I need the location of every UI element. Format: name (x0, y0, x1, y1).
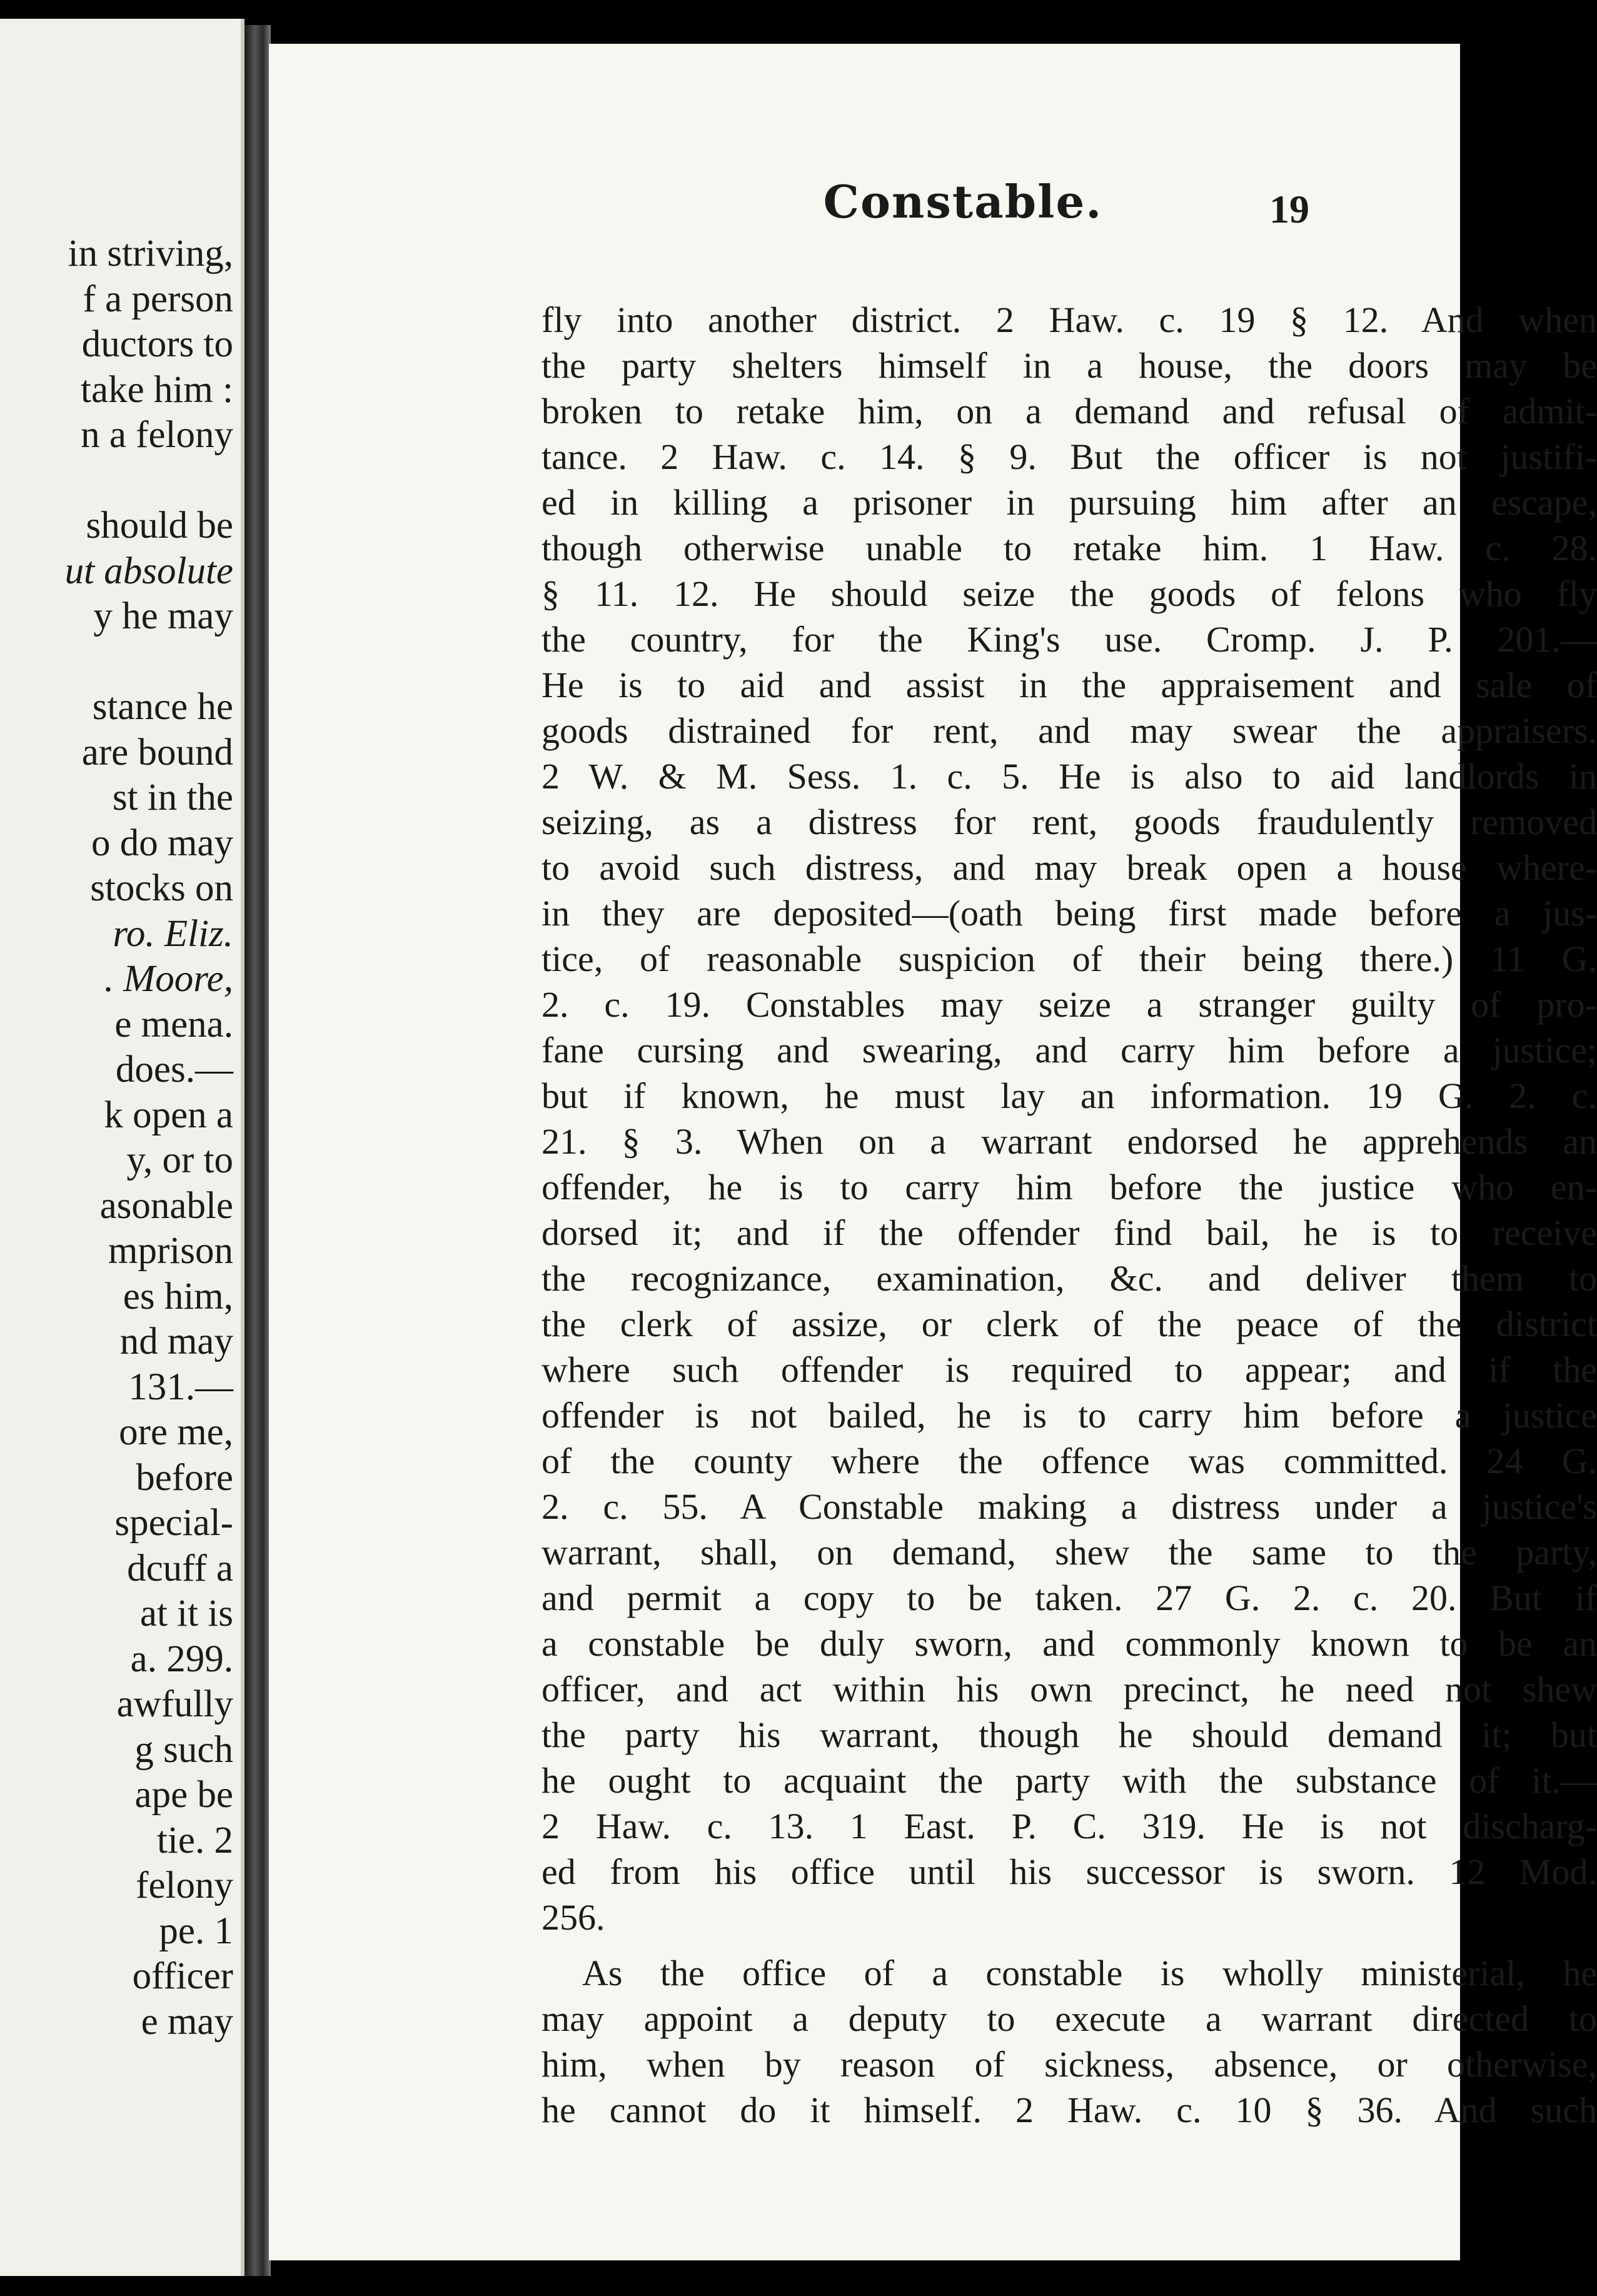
text-line: f a person (83, 278, 233, 320)
text-line: of the county where the offence was committed. 24 G. (542, 1441, 1597, 1481)
left-page-text (8, 231, 233, 2045)
text-line: the party shelters himself in a house, the doors may be (542, 345, 1597, 386)
text-line: he cannot do it himself. 2 Haw. c. 10 § 36. And such (542, 2090, 1597, 2130)
running-head: Constable. (823, 175, 1103, 228)
text-line: ed from his office until his successor is sworn. 12 Mod. (542, 1851, 1597, 1892)
text-line: in they are deposited—(oath being first made before a jus- (542, 893, 1597, 934)
text-line: take him : (81, 368, 233, 411)
text-line: seizing, as a distress for rent, goods fraudulently removed (542, 802, 1597, 842)
text-line (8, 640, 233, 685)
text-line: § 11. 12. He should seize the goods of felons who fly (542, 573, 1597, 614)
text-line: 2 Haw. c. 13. 1 East. P. C. 319. He is not discharg- (542, 1806, 1597, 1846)
text-line: him, when by reason of sickness, absence, or otherwise, (542, 2044, 1597, 2085)
left-page (0, 19, 244, 2276)
text-line: the party his warrant, though he should demand it; but (542, 1714, 1597, 1755)
text-line: o do may (91, 822, 233, 864)
text-line: broken to retake him, on a demand and refusal of admit- (542, 391, 1597, 431)
text-line: ut absolute (64, 550, 233, 592)
text-line: As the office of a constable is wholly ministerial, he (582, 1953, 1597, 1993)
text-line: at it is (139, 1593, 233, 1634)
text-line: 131.— (128, 1366, 233, 1408)
text-line: e may (141, 2000, 233, 2043)
right-page (269, 44, 1597, 2260)
text-line: y he may (93, 595, 233, 637)
text-line: awfully (116, 1683, 233, 1725)
text-line: dcuff a (127, 1547, 233, 1589)
text-line: does.— (115, 1049, 233, 1090)
text-line: stance he (92, 686, 233, 728)
paragraph-2 (542, 1950, 1597, 2133)
book-gutter (244, 25, 271, 2276)
text-line: asonable (99, 1184, 233, 1227)
paragraph-1 (542, 297, 1597, 1940)
text-line: 21. § 3. When on a warrant endorsed he apprehends an (542, 1121, 1597, 1162)
text-line: warrant, shall, on demand, shew the same to the party, (542, 1532, 1597, 1573)
text-line: fly into another district. 2 Haw. c. 19 § 12. And when (542, 300, 1597, 340)
text-line: 256. (542, 1897, 605, 1938)
text-line: e mena. (114, 1003, 233, 1045)
text-line: n a felony (81, 414, 233, 456)
text-line: st in the (112, 777, 233, 818)
text-line: may appoint a deputy to execute a warrant directed to (542, 1998, 1597, 2039)
text-line: k open a (104, 1094, 233, 1136)
text-line: dorsed it; and if the offender find bail, he is to receive (542, 1212, 1597, 1253)
body-text (542, 297, 1597, 2133)
text-line: to avoid such distress, and may break open a house where- (542, 847, 1597, 888)
text-line: and permit a copy to be taken. 27 G. 2. c. 20. But if (542, 1578, 1597, 1618)
text-line: ape be (134, 1774, 233, 1816)
text-line: stocks on (90, 867, 233, 909)
text-line: . Moore, (104, 958, 233, 1000)
text-line: ore me, (119, 1411, 233, 1453)
text-line: ductors to (81, 323, 233, 365)
text-line: before (136, 1456, 233, 1499)
text-line: felony (136, 1865, 233, 1906)
text-line: the country, for the King's use. Cromp. J. P. 201.— (542, 619, 1597, 660)
text-line: 2. c. 55. A Constable making a distress under a justice's (542, 1486, 1597, 1527)
text-line: the recognizance, examination, &c. and deliver them to (542, 1258, 1597, 1299)
text-line: in striving, (68, 233, 233, 274)
text-line: tance. 2 Haw. c. 14. § 9. But the officer is not justifi- (542, 436, 1597, 477)
text-line: fane cursing and swearing, and carry him before a justice; (542, 1030, 1597, 1070)
text-line: he ought to acquaint the party with the substance of it.— (542, 1760, 1597, 1801)
text-line: a constable be duly sworn, and commonly known to be an (542, 1623, 1597, 1664)
page-number: 19 (1269, 187, 1309, 231)
text-line: but if known, he must lay an information. 19 G. 2. c. (542, 1075, 1597, 1116)
text-line: ro. Eliz. (113, 912, 233, 955)
text-line: should be (86, 505, 233, 546)
text-line: mprison (108, 1230, 233, 1272)
text-line: special- (114, 1502, 233, 1544)
text-line: a. 299. (130, 1638, 233, 1680)
text-line: y, or to (126, 1139, 233, 1181)
text-line: es him, (123, 1275, 233, 1317)
text-line: 2. c. 19. Constables may seize a stranger guilty of pro- (542, 984, 1597, 1025)
text-line (8, 458, 233, 504)
text-line: offender, he is to carry him before the justice who en- (542, 1167, 1597, 1207)
text-line: the clerk of assize, or clerk of the peace of the district (542, 1304, 1597, 1344)
text-line: officer, and act within his own precinct, he need not shew (542, 1669, 1597, 1709)
text-line: goods distrained for rent, and may swear the appraisers. (542, 710, 1597, 751)
text-line: officer (132, 1955, 233, 1997)
text-line: are bound (81, 731, 233, 773)
text-line: ed in killing a prisoner in pursuing him after an escape, (542, 482, 1597, 523)
text-line: nd may (119, 1321, 233, 1362)
text-line: g such (134, 1728, 233, 1771)
text-line: where such offender is required to appear; and if the (542, 1349, 1597, 1390)
text-line: tie. 2 (157, 1819, 233, 1861)
text-line: tice, of reasonable suspicion of their being there.) 11 G. (542, 939, 1597, 979)
text-line: 2 W. & M. Sess. 1. c. 5. He is also to aid landlords in (542, 756, 1597, 797)
text-line: offender is not bailed, he is to carry him before a justice (542, 1395, 1597, 1436)
text-line: though otherwise unable to retake him. 1 Haw. c. 28. (542, 528, 1597, 568)
text-line: He is to aid and assist in the appraisement and sale of (542, 665, 1597, 705)
text-line: pe. 1 (159, 1910, 233, 1952)
